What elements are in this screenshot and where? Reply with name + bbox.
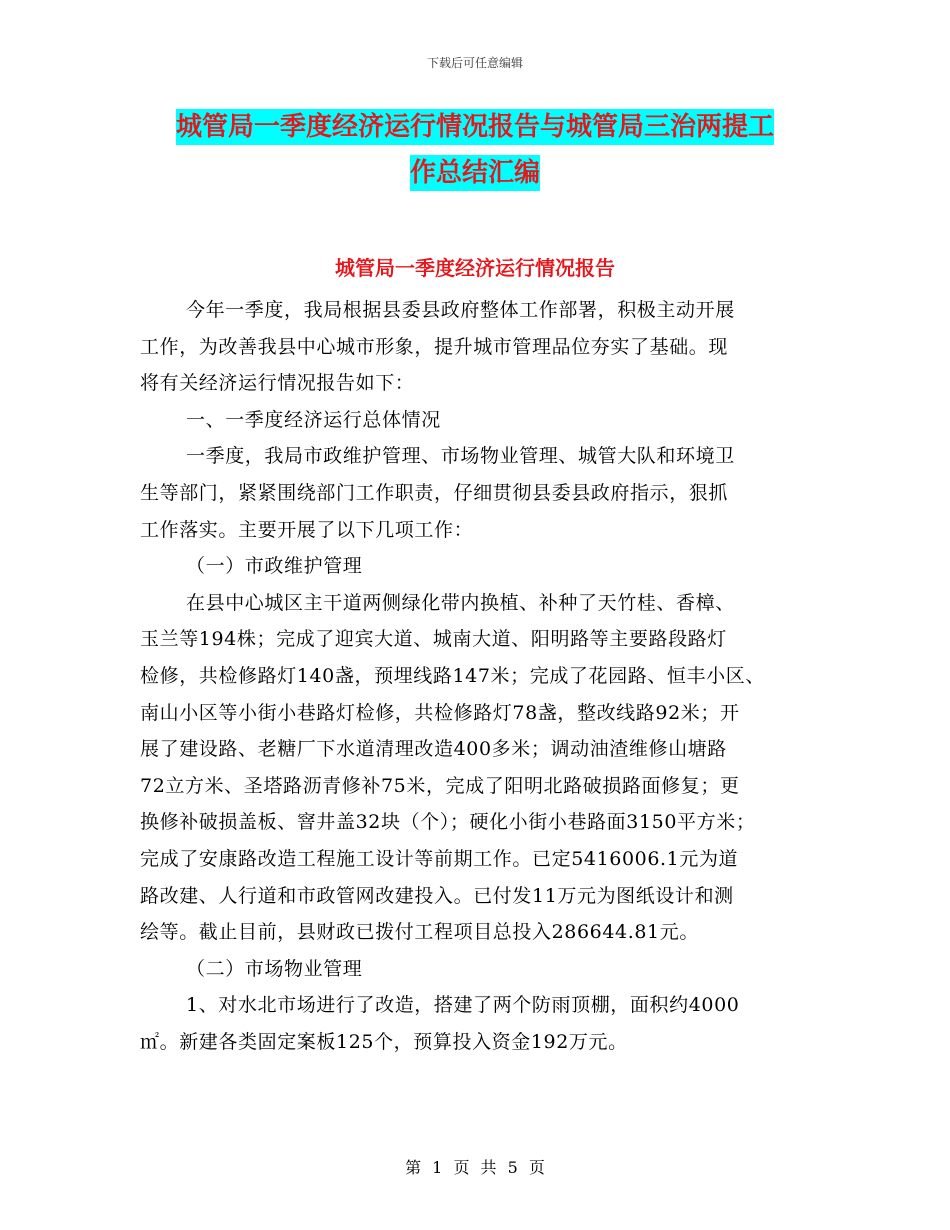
document-body	[140, 292, 830, 1060]
page-footer: 第 1 页 共 5 页	[405, 1158, 545, 1177]
text-line: 一、一季度经济运行总体情况	[186, 408, 441, 431]
text-line: 展了建设路、老糖厂下水道清理改造400多米；调动油渣维修山塘路	[140, 738, 727, 761]
text-line: ㎡。新建各类固定案板125个，预算投入资金192万元。	[140, 1030, 628, 1053]
text-line: 南山小区等小街小巷路灯检修，共检修路灯78盏，整改线路92米；开	[140, 701, 740, 724]
text-line: 生等部门，紧紧围绕部门工作职责，仔细贯彻县委县政府指示，狠抓	[140, 481, 729, 504]
text-line: 一季度，我局市政维护管理、市场物业管理、城管大队和环境卫	[186, 445, 735, 468]
text-line: 换修补破损盖板、窨井盖32块（个）；硬化小街小巷路面3150平方米；	[140, 811, 756, 834]
document-title-line-1	[0, 114, 950, 140]
text-line: 工作，为改善我县中心城市形象，提升城市管理品位夯实了基础。现	[140, 335, 729, 358]
text-line: 在县中心城区主干道两侧绿化带内换植、补种了天竹桂、香樟、	[186, 591, 735, 614]
text-line: 72立方米、圣塔路沥青修补75米，完成了阳明北路破损路面修复；更	[140, 774, 740, 797]
text-line: 路改建、人行道和市政管网改建投入。已付发11万元为图纸设计和测	[140, 884, 734, 907]
text-line: 1、对水北市场进行了改造，搭建了两个防雨顶棚，面积约4000	[186, 994, 740, 1017]
header-note: 下载后可任意编辑	[426, 56, 523, 70]
text-line: 绘等。截止目前，县财政已拨付工程项目总投入286644.81元。	[140, 921, 699, 944]
title-highlight-2: 作总结汇编	[410, 155, 540, 191]
text-line: 今年一季度，我局根据县委县政府整体工作部署，积极主动开展	[186, 299, 735, 321]
text-line: 玉兰等194株；完成了迎宾大道、城南大道、阳明路等主要路段路灯	[140, 628, 727, 651]
text-line: （二）市场物业管理	[186, 957, 363, 980]
document-title-line-2	[0, 160, 950, 186]
text-line: 将有关经济运行情况报告如下：	[140, 372, 415, 395]
text-line: 检修，共检修路灯140盏，预埋线路147米；完成了花园路、恒丰小区、	[140, 664, 765, 687]
text-line: （一）市政维护管理	[186, 555, 363, 578]
text-line: 工作落实。主要开展了以下几项工作：	[140, 518, 474, 541]
text-line: 完成了安康路改造工程施工设计等前期工作。已定5416006.1元为道	[140, 847, 739, 870]
title-highlight-1: 城管局一季度经济运行情况报告与城管局三治两提工	[176, 109, 774, 145]
section-title: 城管局一季度经济运行情况报告	[335, 256, 615, 280]
